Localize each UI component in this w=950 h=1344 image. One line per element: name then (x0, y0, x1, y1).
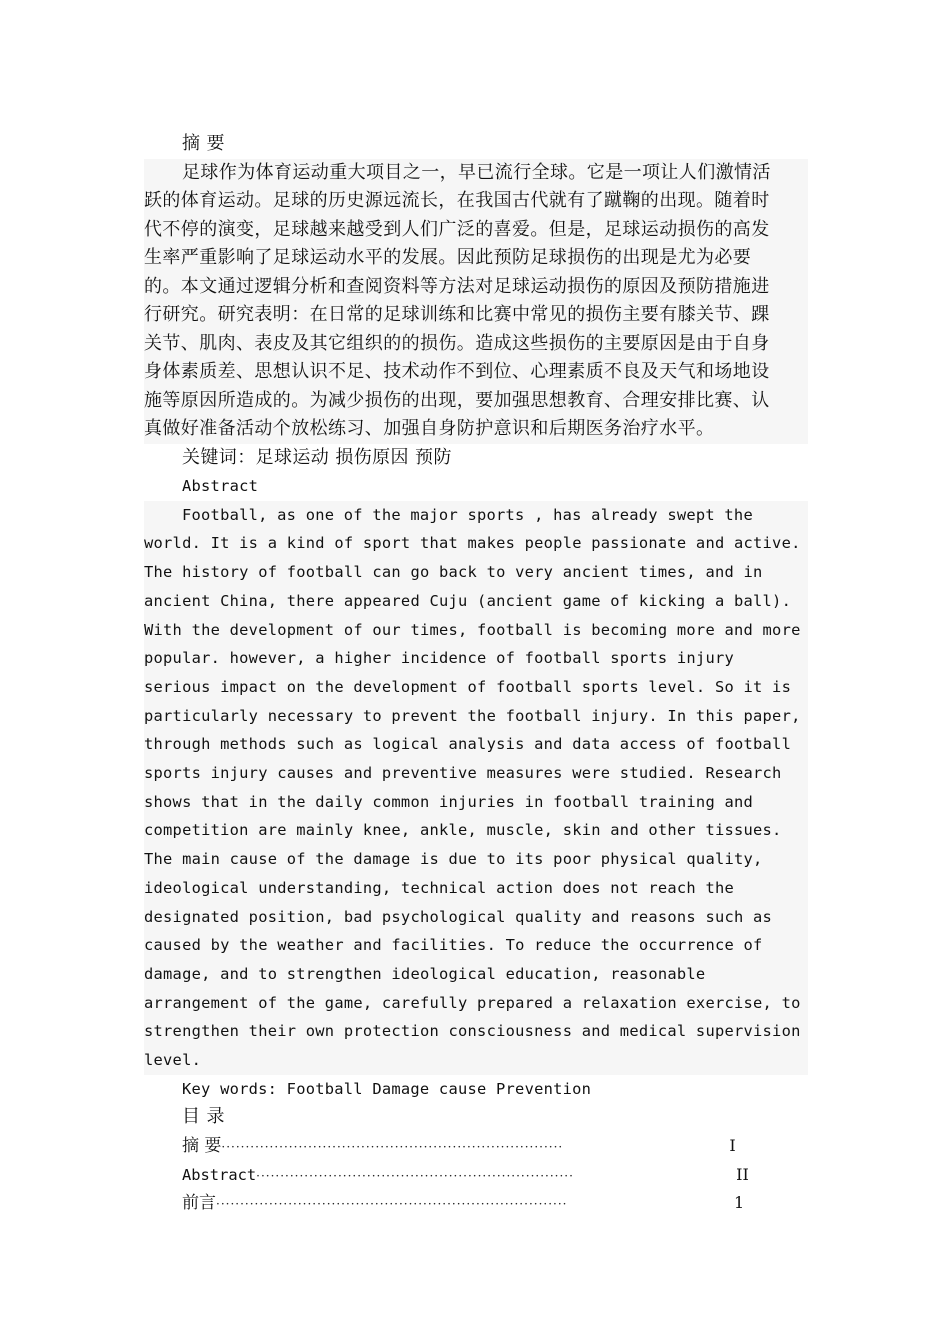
abstract-en-line: world. It is a kind of sport that makes people passionate and active. (144, 529, 808, 558)
abstract-en-line: caused by the weather and facilities. To reduce the occurrence of (144, 931, 808, 960)
toc-leader-dots: ········································································· (216, 1197, 568, 1212)
toc-leader-dots: ······································································· (221, 1139, 564, 1154)
abstract-en-line: With the development of our times, football is becoming more and more (144, 616, 808, 645)
abstract-en-line: The main cause of the damage is due to its poor physical quality, (144, 845, 808, 874)
abstract-en-line: ancient China, there appeared Cuju (ancient game of kicking a ball). (144, 587, 808, 616)
abstract-cn-body (144, 159, 808, 444)
abstract-en-line: shows that in the daily common injuries in football training and (144, 788, 808, 817)
abstract-en-line: damage, and to strengthen ideological education, reasonable (144, 960, 808, 989)
toc-entry-preface[interactable] (144, 1189, 808, 1218)
abstract-cn-line: 足球作为体育运动重大项目之一，早已流行全球。它是一项让人们激情活 (144, 159, 808, 188)
toc-entry-title: 摘 要 (182, 1135, 222, 1156)
abstract-en-line: particularly necessary to prevent the football injury. In this paper, (144, 702, 808, 731)
toc-entry-title: Abstract (182, 1165, 257, 1184)
abstract-cn-line: 施等原因所造成的。为减少损伤的出现，要加强思想教育、合理安排比赛、认 (144, 387, 808, 416)
abstract-cn-line: 代不停的演变，足球越来越受到人们广泛的喜爱。但是，足球运动损伤的高发 (144, 216, 808, 245)
abstract-en-line: through methods such as logical analysis and data access of football (144, 730, 808, 759)
abstract-cn-line: 行研究。研究表明：在日常的足球训练和比赛中常见的损伤主要有膝关节、踝 (144, 301, 808, 330)
table-of-contents (144, 1132, 808, 1218)
abstract-en-keywords: Key words: Football Damage cause Prevention (182, 1079, 592, 1098)
abstract-cn-line: 跃的体育运动。足球的历史源远流长，在我国古代就有了蹴鞠的出现。随着时 (144, 187, 808, 216)
abstract-cn-line: 关节、肌肉、表皮及其它组织的的损伤。造成这些损伤的主要原因是由于自身 (144, 330, 808, 359)
toc-entry-page: I (729, 1135, 736, 1155)
toc-entry-page: II (736, 1164, 749, 1184)
abstract-en-line: sports injury causes and preventive measures were studied. Research (144, 759, 808, 788)
abstract-en-line: ideological understanding, technical action does not reach the (144, 874, 808, 903)
toc-entry-abstract-en[interactable] (144, 1161, 808, 1190)
abstract-en-line: level. (144, 1046, 808, 1075)
toc-entry-abstract-cn[interactable] (144, 1132, 808, 1161)
toc-entry-title: 前言 (182, 1193, 216, 1214)
abstract-en-heading: Abstract (182, 477, 259, 495)
abstract-en-line: arrangement of the game, carefully prepared a relaxation exercise, to (144, 989, 808, 1018)
abstract-en-line: Football, as one of the major sports , has already swept the (144, 501, 808, 530)
toc-entry-page: 1 (734, 1193, 745, 1213)
toc-heading: 目 录 (182, 1106, 225, 1128)
abstract-cn-line: 的。本文通过逻辑分析和查阅资料等方法对足球运动损伤的原因及预防措施进 (144, 273, 808, 302)
abstract-cn-heading: 摘 要 (182, 133, 225, 154)
abstract-en-line: serious impact on the development of football sports level. So it is (144, 673, 808, 702)
abstract-cn-line: 真做好准备活动个放松练习、加强自身防护意识和后期医务治疗水平。 (144, 415, 808, 444)
abstract-cn-line: 身体素质差、思想认识不足、技术动作不到位、心理素质不良及天气和场地设 (144, 358, 808, 387)
abstract-cn-keywords: 关键词：足球运动 损伤原因 预防 (182, 446, 452, 468)
abstract-en-line: designated position, bad psychological quality and reasons such as (144, 903, 808, 932)
abstract-en-line: competition are mainly knee, ankle, muscle, skin and other tissues. (144, 816, 808, 845)
abstract-en-body (144, 501, 808, 1075)
abstract-en-line: strengthen their own protection consciousness and medical supervision (144, 1017, 808, 1046)
abstract-en-line: popular. however, a higher incidence of football sports injury (144, 644, 808, 673)
abstract-en-line: The history of football can go back to very ancient times, and in (144, 558, 808, 587)
abstract-cn-line: 生率严重影响了足球运动水平的发展。因此预防足球损伤的出现是尤为必要 (144, 244, 808, 273)
document-page (144, 130, 808, 1218)
toc-leader-dots: ·································································· (256, 1168, 574, 1183)
